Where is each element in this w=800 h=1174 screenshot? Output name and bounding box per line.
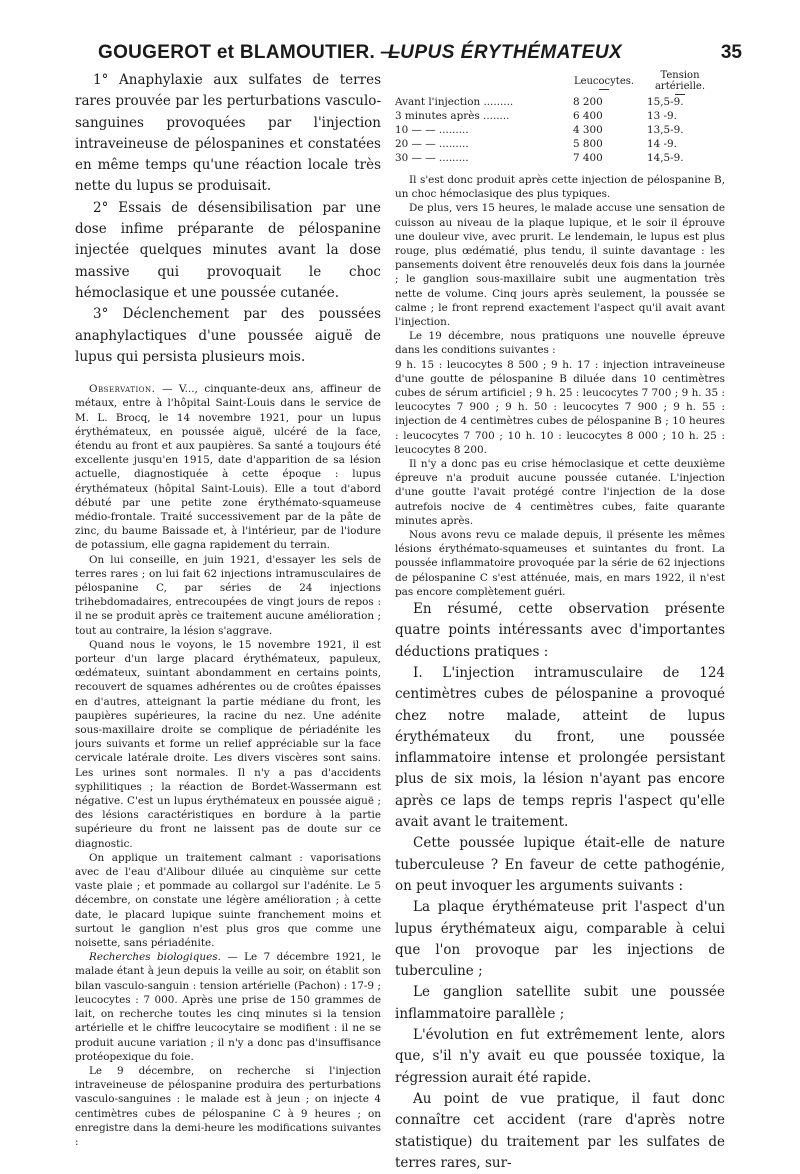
table-corner (395, 70, 573, 95)
header-title: LUPUS ÉRYTHÉMATEUX (388, 42, 623, 63)
small-paragraph: Il n'y a donc pas eu crise hémoclasique et cette deuxième épreuve n'a produit aucune poussée cutanée. L'injection d'une goutte l'avait protégé contre l'injection de la dose autrefois nocive de 4 centimètres cubes, faite quarante minutes après. (395, 458, 725, 527)
right-column (395, 70, 725, 1174)
biology-label: Recherches biologiques. (89, 951, 221, 964)
table-row: 3 minutes après ........ 6 400 13 -9. (395, 110, 677, 122)
column-header-leucocytes: Leucocytes. (573, 70, 635, 95)
biology-paragraph (75, 950, 381, 1064)
summary-paragraph: Cette poussée lupique était-elle de nature tuberculeuse ? En faveur de cette pathogénie, on peut invoquer les arguments suivants : (395, 835, 725, 894)
summary-paragraph: En résumé, cette observation présente quatre points intéressants avec d'importantes déductions pratiques : (395, 601, 725, 660)
small-paragraph: Le 19 décembre, nous pratiquons une nouvelle épreuve dans les conditions suivantes : (395, 330, 725, 357)
observation-text: — V..., cinquante-deux ans, affineur de métaux, entre à l'hôpital Saint-Louis dans le service de M. L. Brocq, le 14 novembre 1921, pour un lupus érythémateux, en poussée aiguë, ulcéré de la face, étendu au front et aux paupières. Sa santé a toujours été excellente jusqu'en 1915, date d'apparition de sa lésion actuelle, diagnostiquée à cette époque : lupus érythémateux (hôpital Saint-Louis). Elle a tout d'abord débuté par une petite zone érythémato-squameuse médio-frontale. Traité successivement par de la pâte de zinc, du baume Baissade et, à l'intérieur, par de l'iodure de potassium, elle gagna rapidement du terrain. (75, 383, 381, 552)
summary-paragraph: La plaque érythémateuse prit l'aspect d'un lupus érythémateux aigu, comparable à celui que l'on provoque par les injections de tuberculine ; (395, 899, 725, 980)
summary-paragraph: I. L'injection intramusculaire de 124 centimètres cubes de pélospanine a provoqué chez notre malade, atteint de lupus érythémateux du front, une poussée inflammatoire intense et prolongée persistant plus de six mois, la lésion n'ayant pas encore après ce laps de temps repris l'aspect qu'elle avait avant le traitement. (395, 664, 725, 831)
small-paragraph: Nous avons revu ce malade depuis, il présente les mêmes lésions érythémato-squameuses et suintantes du front. La poussée inflammatoire provoquée par la série de 62 injections de pélospanine C s'est atténuée, mais, en mars 1922, il n'est pas encore complètement guéri. (395, 529, 725, 598)
small-paragraph: Quand nous le voyons, le 15 novembre 1921, il est porteur d'un large placard érythémateux, papuleux, œdémateux, suintant abondamment en certains points, recouvert de squames adhérentes ou de croûtes épaisses en d'autres, atteignant la partie médiane du front, les paupières supérieures, la racine du nez. Une adénite sous-maxillaire droite se complique de périadénite les jours suivants et forme un relief appréciable sur la face cervicale latérale droite. Les divers viscères sont sains. Les urines sont normales. Il n'y a pas d'accidents syphilitiques ; la réaction de Bordet-Wassermann est négative. C'est un lupus érythémateux en poussée aiguë ; des lésions caractéristiques en bordure à la partie supérieure du front ne laissent pas de doute sur ce diagnostic. (75, 638, 381, 850)
running-header (98, 42, 742, 70)
table-row: Avant l'injection ......... 8 200 15,5-9. (395, 96, 684, 108)
summary-paragraph: Le ganglion satellite subit une poussée inflammatoire parallèle ; (395, 984, 725, 1022)
point-2: 2° Essais de désensibilisation par une dose infime préparante de pélospanine injectée quelques minutes avant la dose massive qui provoquait le choc hémoclasique et une poussée cutanée. (75, 199, 381, 301)
table-row: 30 — — ......... 7 400 14,5-9. (395, 152, 684, 164)
summary-paragraph: Au point de vue pratique, il faut donc connaître cet accident (rare d'après notre statistique) du traitement par les sulfates de terres rares, sur- (395, 1090, 725, 1171)
left-column (75, 70, 381, 1149)
spacer (395, 165, 725, 173)
summary-paragraph: L'évolution en fut extrêmement lente, alors que, s'il n'y avait eu que poussée toxique, la régression aurait été rapide. (395, 1027, 725, 1086)
small-paragraph: On lui conseille, en juin 1921, d'essayer les sels de terres rares ; on lui fait 62 injections intramusculaires de pélospanine C, par séries de 24 injections trihebdomadaires, entrecoupées de vingt jours de repos : il ne se produit après ce traitement aucune amélioration ; tout au contraire, la lésion s'aggrave. (75, 553, 381, 637)
small-paragraph: On applique un traitement calmant : vaporisations avec de l'eau d'Alibour diluée au cinquième sur cette vaste plaie ; et pommade au collargol sur l'adénite. Le 5 décembre, on constate une légère amélioration ; à cette date, le placard lupique suinte franchement moins et surtout le ganglion n'est plus gros que comme une noisette, sans périadénite. (75, 851, 381, 950)
small-paragraph: De plus, vers 15 heures, le malade accuse une sensation de cuisson au niveau de la plaque lupique, et le soir il éprouve une douleur vive, avec prurit. Le lendemain, le lupus est plus rouge, plus œdématié, plus tendu, il suinte davantage : les pansements doivent être renouvelés deux fois dans la journée ; le ganglion sous-maxillaire subit une augmentation très nette de volume. Cinq jours après seulement, la poussée se calme ; le front reprend exactement l'aspect qu'il avait avant l'injection. (395, 202, 725, 329)
point-3: 3° Déclenchement par des poussées anaphylactiques d'une poussée aiguë de lupus qui persista plusieurs mois. (75, 306, 381, 365)
results-table (395, 70, 725, 165)
table-row: 20 — — ......... 5 800 14 -9. (395, 138, 677, 150)
table-row: 10 — — ......... 4 300 13,5-9. (395, 124, 684, 136)
header-authors: GOUGEROT et BLAMOUTIER. — (98, 42, 400, 63)
biology-text: — Le 7 décembre 1921, le malade étant à jeun depuis la veille au soir, on établit son bilan vasculo-sanguin : tension artérielle (Pachon) : 17-9 ; leucocytes : 7 000. Après une prise de 150 grammes de lait, on recherche toutes les cinq minutes si la tension artérielle et le chiffre leucocytaire se modifient : il ne se produit aucune variation ; il n'y a donc pas d'insuffisance protéopexique du foie. (75, 951, 381, 1063)
observation-label: Observation. (89, 383, 156, 396)
column-header-tension: Tension artérielle. (635, 70, 725, 95)
spacer (75, 368, 381, 382)
small-paragraph: 9 h. 15 : leucocytes 8 500 ; 9 h. 17 : injection intraveineuse d'une goutte de pélospanine B diluée dans 10 centimètres cubes de sérum artificiel ; 9 h. 25 : leucocytes 7 700 ; 9 h. 35 : leucocytes 7 900 ; 9 h. 50 : leucocytes 7 900 ; 9 h. 55 : injection de 4 centimètres cubes de pélospanine B ; 10 heures : leucocytes 7 700 ; 10 h. 10 : leucocytes 8 000 ; 10 h. 25 : leucocytes 8 200. (395, 358, 725, 456)
point-1: 1° Anaphylaxie aux sulfates de terres rares prouvée par les perturbations vasculo-sanguines provoquées par l'injection intraveineuse de pélospanines et constatées en même temps qu'une réaction locale très nette du lupus se produisait. (75, 72, 381, 195)
small-paragraph: Le 9 décembre, on recherche si l'injection intraveineuse de pélospanine produira des perturbations vasculo-sanguines : le malade est à jeun ; on injecte 4 centimètres cubes de pélospanine C à 9 heures ; on enregistre dans la demi-heure les modifications suivantes : (75, 1064, 381, 1148)
small-paragraph: Il s'est donc produit après cette injection de pélospanine B, un choc hémoclasique des plus typiques. (395, 174, 725, 201)
observation-paragraph (75, 382, 381, 552)
page-number: 35 (720, 42, 742, 63)
